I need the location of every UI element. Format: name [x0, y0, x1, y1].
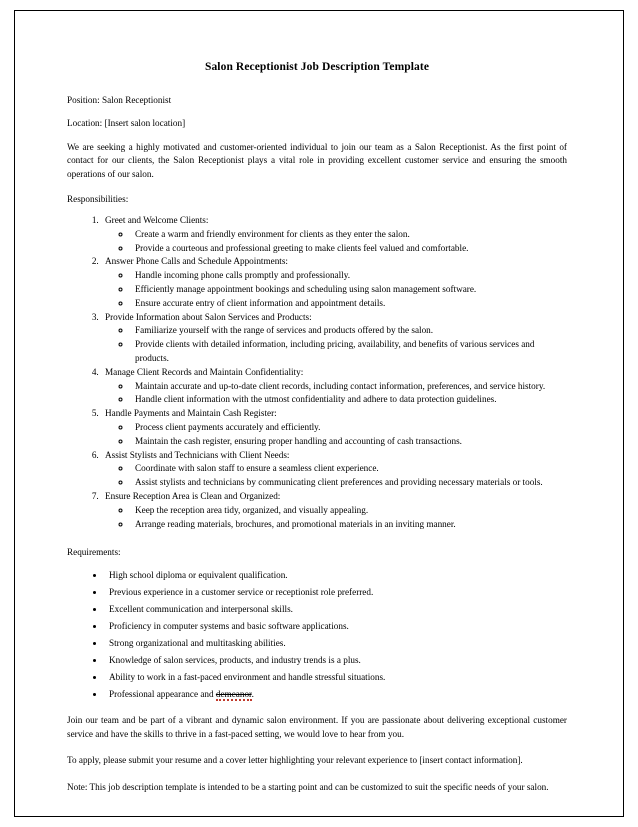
- list-item: ◦ Assist stylists and technicians by communicating client preferences and providing necessary materials or tools.: [131, 476, 567, 490]
- responsibility-title: Manage Client Records and Maintain Confidentiality:: [105, 366, 304, 377]
- list-item: [101, 449, 567, 490]
- position-line: Position: Salon Receptionist: [67, 95, 172, 105]
- apply-paragraph: To apply, please submit your resume and a cover letter highlighting your relevant experience to [insert contact information].: [67, 755, 523, 766]
- responsibility-subitems: [105, 462, 567, 490]
- document-sheet: [14, 10, 624, 817]
- list-item: [101, 407, 567, 448]
- responsibility-subitems: [105, 380, 567, 408]
- responsibility-title: Answer Phone Calls and Schedule Appointments:: [105, 256, 288, 267]
- list-item: • Knowledge of salon services, products, and industry trends is a plus.: [105, 652, 567, 669]
- responsibility-subitems: [105, 228, 567, 256]
- list-item: • Previous experience in a customer service or receptionist role preferred.: [105, 584, 567, 601]
- spacer: [67, 531, 567, 547]
- list-item: • High school diploma or equivalent qualification.: [105, 567, 567, 584]
- list-item: • Proficiency in computer systems and basic software applications.: [105, 618, 567, 635]
- responsibility-subitems: [105, 324, 567, 365]
- responsibility-subitems: [105, 421, 567, 449]
- requirements-heading: Requirements:: [67, 547, 121, 558]
- list-item: ◦ Handle incoming phone calls promptly and professionally.: [131, 269, 567, 283]
- struck-word: demeanor: [215, 689, 252, 700]
- list-item: ◦ Familiarize yourself with the range of services and products offered by the salon.: [131, 324, 567, 338]
- list-item: ◦ Provide clients with detailed information, including pricing, availability, and benefits of various services and products.: [131, 338, 567, 366]
- list-item: • Ability to work in a fast-paced environment and handle stressful situations.: [105, 669, 567, 686]
- list-item: • Strong organizational and multitasking abilities.: [105, 635, 567, 652]
- spacer: [67, 703, 567, 714]
- list-item: ◦ Keep the reception area tidy, organized, and visually appealing.: [131, 504, 567, 518]
- list-item: ◦ Create a warm and friendly environment for clients as they enter the salon.: [131, 228, 567, 242]
- list-item-with-correction: [105, 686, 567, 703]
- responsibility-title: Greet and Welcome Clients:: [105, 215, 209, 226]
- closing-paragraph: Join our team and be part of a vibrant and dynamic salon environment. If you are passionate about delivering exceptional customer service and have the skills to thrive in a fast-paced setting, we would love to hear from you.: [67, 715, 567, 739]
- list-item: [101, 490, 567, 531]
- responsibility-subitems: [105, 269, 567, 310]
- list-item: [101, 311, 567, 366]
- responsibility-title: Provide Information about Salon Services and Products:: [105, 311, 312, 322]
- responsibility-title: Ensure Reception Area is Clean and Organized:: [105, 490, 281, 501]
- list-item: ◦ Efficiently manage appointment bookings and scheduling using salon management software.: [131, 283, 567, 297]
- requirements-list: [67, 567, 567, 703]
- list-item: ◦ Provide a courteous and professional greeting to make clients feel valued and comfortable.: [131, 242, 567, 256]
- intro-paragraph: We are seeking a highly motivated and customer-oriented individual to join our team as a Salon Receptionist. As the first point of contact for our clients, the Salon Receptionist plays a vital role in providing excellent customer service and ensuring the smooth operations of our salon.: [67, 142, 567, 179]
- list-item: [101, 255, 567, 310]
- location-line: Location: [Insert salon location]: [67, 118, 186, 128]
- responsibility-title: Assist Stylists and Technicians with Client Needs:: [105, 449, 290, 460]
- responsibilities-list: [67, 214, 567, 531]
- responsibilities-heading: Responsibilities:: [67, 194, 129, 205]
- list-item: ◦ Coordinate with salon staff to ensure a seamless client experience.: [131, 462, 567, 476]
- list-item: [101, 366, 567, 407]
- list-item: ◦ Handle client information with the utmost confidentiality and adhere to data protection guidelines.: [131, 393, 567, 407]
- list-item: ◦ Process client payments accurately and efficiently.: [131, 421, 567, 435]
- page-title: Salon Receptionist Job Description Template: [204, 61, 430, 73]
- responsibility-subitems: [105, 504, 567, 532]
- list-item: ◦ Maintain accurate and up-to-date client records, including contact information, preferences, and service history.: [131, 380, 567, 394]
- list-item: • Excellent communication and interpersonal skills.: [105, 601, 567, 618]
- list-item: ◦ Arrange reading materials, brochures, and promotional materials in an inviting manner.: [131, 518, 567, 532]
- responsibility-title: Handle Payments and Maintain Cash Register:: [105, 408, 277, 419]
- list-item: ◦ Maintain the cash register, ensuring proper handling and accounting of cash transactions.: [131, 435, 567, 449]
- list-item: ◦ Ensure accurate entry of client information and appointment details.: [131, 297, 567, 311]
- requirement-prefix: Professional appearance and: [109, 689, 216, 700]
- list-item: [101, 214, 567, 255]
- note-paragraph: Note: This job description template is intended to be a starting point and can be customized to suit the specific needs of your salon.: [67, 781, 549, 792]
- requirement-suffix: .: [251, 689, 254, 700]
- document-content: [67, 61, 567, 807]
